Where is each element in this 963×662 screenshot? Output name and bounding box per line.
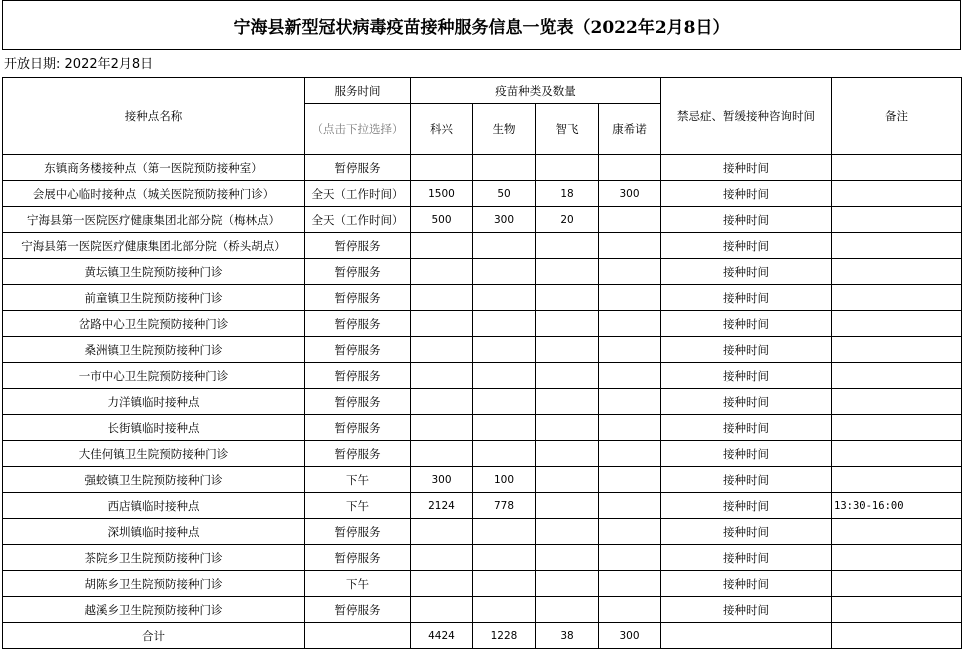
service-time-select[interactable]: 下午 — [305, 571, 411, 597]
open-date — [4, 55, 153, 75]
remark-cell — [832, 389, 962, 415]
shengwu-cell — [473, 519, 536, 545]
kexing-cell: 1500 — [411, 181, 473, 207]
total-consult — [661, 623, 832, 649]
open-date-label: 开放日期: — [4, 57, 61, 72]
site-cell: 茶院乡卫生院预防接种门诊 — [3, 545, 305, 571]
zhifei-cell — [536, 311, 599, 337]
service-time-select[interactable]: 暂停服务 — [305, 441, 411, 467]
service-time-select[interactable]: 暂停服务 — [305, 597, 411, 623]
shengwu-cell — [473, 571, 536, 597]
table-row — [3, 441, 962, 467]
service-time-select[interactable]: 全天（工作时间） — [305, 181, 411, 207]
consult-cell: 接种时间 — [661, 311, 832, 337]
header-consult: 禁忌症、暂缓接种咨询时间 — [661, 78, 832, 155]
kangxinuo-cell — [599, 233, 661, 259]
total-time-cell[interactable] — [305, 623, 411, 649]
kexing-cell — [411, 519, 473, 545]
table-row — [3, 233, 962, 259]
consult-cell: 接种时间 — [661, 571, 832, 597]
total-remark — [832, 623, 962, 649]
header-shengwu: 生物 — [473, 104, 536, 155]
zhifei-cell — [536, 467, 599, 493]
kexing-cell — [411, 311, 473, 337]
kexing-cell — [411, 441, 473, 467]
remark-cell — [832, 181, 962, 207]
consult-cell: 接种时间 — [661, 389, 832, 415]
table-row — [3, 155, 962, 181]
kangxinuo-cell — [599, 467, 661, 493]
zhifei-cell — [536, 415, 599, 441]
zhifei-cell — [536, 233, 599, 259]
site-cell: 宁海县第一医院医疗健康集团北部分院（桥头胡点） — [3, 233, 305, 259]
shengwu-cell — [473, 363, 536, 389]
kangxinuo-cell — [599, 389, 661, 415]
shengwu-cell: 50 — [473, 181, 536, 207]
consult-cell: 接种时间 — [661, 181, 832, 207]
shengwu-cell — [473, 545, 536, 571]
consult-cell: 接种时间 — [661, 493, 832, 519]
site-cell: 力洋镇临时接种点 — [3, 389, 305, 415]
shengwu-cell — [473, 441, 536, 467]
service-time-select[interactable]: 暂停服务 — [305, 389, 411, 415]
total-kexing: 4424 — [411, 623, 473, 649]
kexing-cell — [411, 545, 473, 571]
shengwu-cell: 100 — [473, 467, 536, 493]
service-time-select[interactable]: 暂停服务 — [305, 311, 411, 337]
kexing-cell — [411, 337, 473, 363]
zhifei-cell — [536, 285, 599, 311]
kexing-cell — [411, 285, 473, 311]
kangxinuo-cell — [599, 337, 661, 363]
vaccination-table — [2, 77, 962, 649]
zhifei-cell — [536, 155, 599, 181]
shengwu-cell — [473, 311, 536, 337]
service-time-select[interactable]: 暂停服务 — [305, 337, 411, 363]
table-row — [3, 493, 962, 519]
kexing-cell — [411, 389, 473, 415]
zhifei-cell — [536, 363, 599, 389]
remark-cell — [832, 597, 962, 623]
kangxinuo-cell — [599, 363, 661, 389]
header-zhifei: 智飞 — [536, 104, 599, 155]
site-cell: 深圳镇临时接种点 — [3, 519, 305, 545]
site-cell: 越溪乡卫生院预防接种门诊 — [3, 597, 305, 623]
kangxinuo-cell — [599, 571, 661, 597]
shengwu-cell: 778 — [473, 493, 536, 519]
service-time-select[interactable]: 暂停服务 — [305, 415, 411, 441]
consult-cell: 接种时间 — [661, 207, 832, 233]
zhifei-cell: 18 — [536, 181, 599, 207]
remark-cell — [832, 545, 962, 571]
kangxinuo-cell — [599, 415, 661, 441]
shengwu-cell — [473, 597, 536, 623]
shengwu-cell — [473, 233, 536, 259]
kangxinuo-cell — [599, 207, 661, 233]
service-time-select[interactable]: 暂停服务 — [305, 545, 411, 571]
total-row — [3, 623, 962, 649]
header-service-time: 服务时间 — [305, 78, 411, 104]
kangxinuo-cell — [599, 519, 661, 545]
service-time-select[interactable]: 下午 — [305, 467, 411, 493]
remark-cell — [832, 155, 962, 181]
remark-cell — [832, 571, 962, 597]
site-cell: 东镇商务楼接种点（第一医院预防接种室） — [3, 155, 305, 181]
service-time-select[interactable]: 暂停服务 — [305, 259, 411, 285]
sheet-title: 宁海县新型冠状病毒疫苗接种服务信息一览表（2022年2月8日） — [2, 0, 961, 50]
kexing-cell: 300 — [411, 467, 473, 493]
site-cell: 前童镇卫生院预防接种门诊 — [3, 285, 305, 311]
site-cell: 强蛟镇卫生院预防接种门诊 — [3, 467, 305, 493]
shengwu-cell — [473, 285, 536, 311]
zhifei-cell — [536, 571, 599, 597]
site-cell: 会展中心临时接种点（城关医院预防接种门诊） — [3, 181, 305, 207]
table-row — [3, 545, 962, 571]
consult-cell: 接种时间 — [661, 519, 832, 545]
zhifei-cell — [536, 389, 599, 415]
consult-cell: 接种时间 — [661, 233, 832, 259]
zhifei-cell: 20 — [536, 207, 599, 233]
site-cell: 岔路中心卫生院预防接种门诊 — [3, 311, 305, 337]
remark-cell: 13:30-16:00 — [832, 493, 962, 519]
service-time-select[interactable]: 暂停服务 — [305, 363, 411, 389]
zhifei-cell — [536, 259, 599, 285]
shengwu-cell — [473, 259, 536, 285]
kangxinuo-cell — [599, 311, 661, 337]
zhifei-cell — [536, 441, 599, 467]
total-zhifei: 38 — [536, 623, 599, 649]
service-time-select[interactable]: 暂停服务 — [305, 155, 411, 181]
consult-cell: 接种时间 — [661, 441, 832, 467]
total-label: 合计 — [3, 623, 305, 649]
shengwu-cell: 300 — [473, 207, 536, 233]
service-time-select[interactable]: 暂停服务 — [305, 233, 411, 259]
kangxinuo-cell — [599, 155, 661, 181]
zhifei-cell — [536, 597, 599, 623]
table-row — [3, 571, 962, 597]
table-row — [3, 337, 962, 363]
service-time-select[interactable]: 暂停服务 — [305, 285, 411, 311]
total-shengwu: 1228 — [473, 623, 536, 649]
remark-cell — [832, 415, 962, 441]
remark-cell — [832, 363, 962, 389]
remark-cell — [832, 233, 962, 259]
remark-cell — [832, 311, 962, 337]
total-kangxinuo: 300 — [599, 623, 661, 649]
shengwu-cell — [473, 415, 536, 441]
kexing-cell — [411, 571, 473, 597]
table-row — [3, 519, 962, 545]
service-time-select[interactable]: 下午 — [305, 493, 411, 519]
site-cell: 西店镇临时接种点 — [3, 493, 305, 519]
kangxinuo-cell — [599, 493, 661, 519]
zhifei-cell — [536, 493, 599, 519]
zhifei-cell — [536, 545, 599, 571]
remark-cell — [832, 337, 962, 363]
kexing-cell — [411, 597, 473, 623]
consult-cell: 接种时间 — [661, 597, 832, 623]
remark-cell — [832, 259, 962, 285]
consult-cell: 接种时间 — [661, 545, 832, 571]
header-dropdown-hint: （点击下拉选择） — [305, 104, 411, 155]
site-cell: 黄坛镇卫生院预防接种门诊 — [3, 259, 305, 285]
shengwu-cell — [473, 155, 536, 181]
header-remark: 备注 — [832, 78, 962, 155]
shengwu-cell — [473, 389, 536, 415]
site-cell: 大佳何镇卫生院预防接种门诊 — [3, 441, 305, 467]
table-row — [3, 181, 962, 207]
remark-cell — [832, 207, 962, 233]
remark-cell — [832, 441, 962, 467]
consult-cell: 接种时间 — [661, 467, 832, 493]
site-cell: 胡陈乡卫生院预防接种门诊 — [3, 571, 305, 597]
kexing-cell: 2124 — [411, 493, 473, 519]
site-cell: 长街镇临时接种点 — [3, 415, 305, 441]
table-row — [3, 207, 962, 233]
kangxinuo-cell — [599, 441, 661, 467]
kexing-cell — [411, 363, 473, 389]
kangxinuo-cell: 300 — [599, 181, 661, 207]
kexing-cell — [411, 259, 473, 285]
service-time-select[interactable]: 全天（工作时间） — [305, 207, 411, 233]
kangxinuo-cell — [599, 259, 661, 285]
kangxinuo-cell — [599, 597, 661, 623]
consult-cell: 接种时间 — [661, 155, 832, 181]
kangxinuo-cell — [599, 545, 661, 571]
remark-cell — [832, 467, 962, 493]
open-date-value: 2022年2月8日 — [64, 57, 154, 72]
zhifei-cell — [536, 337, 599, 363]
table-row — [3, 259, 962, 285]
kexing-cell: 500 — [411, 207, 473, 233]
shengwu-cell — [473, 337, 536, 363]
consult-cell: 接种时间 — [661, 415, 832, 441]
table-row — [3, 415, 962, 441]
remark-cell — [832, 519, 962, 545]
table-row — [3, 467, 962, 493]
table-row — [3, 389, 962, 415]
consult-cell: 接种时间 — [661, 363, 832, 389]
zhifei-cell — [536, 519, 599, 545]
consult-cell: 接种时间 — [661, 259, 832, 285]
service-time-select[interactable]: 暂停服务 — [305, 519, 411, 545]
kexing-cell — [411, 415, 473, 441]
site-cell: 桑洲镇卫生院预防接种门诊 — [3, 337, 305, 363]
table-row — [3, 285, 962, 311]
kangxinuo-cell — [599, 285, 661, 311]
site-cell: 宁海县第一医院医疗健康集团北部分院（梅林点） — [3, 207, 305, 233]
remark-cell — [832, 285, 962, 311]
table-row — [3, 363, 962, 389]
header-vaccine-group: 疫苗种类及数量 — [411, 78, 661, 104]
header-kangxinuo: 康希诺 — [599, 104, 661, 155]
kexing-cell — [411, 155, 473, 181]
kexing-cell — [411, 233, 473, 259]
header-site: 接种点名称 — [3, 78, 305, 155]
site-cell: 一市中心卫生院预防接种门诊 — [3, 363, 305, 389]
consult-cell: 接种时间 — [661, 285, 832, 311]
consult-cell: 接种时间 — [661, 337, 832, 363]
table-row — [3, 311, 962, 337]
table-row — [3, 597, 962, 623]
header-kexing: 科兴 — [411, 104, 473, 155]
table-body — [3, 155, 962, 623]
